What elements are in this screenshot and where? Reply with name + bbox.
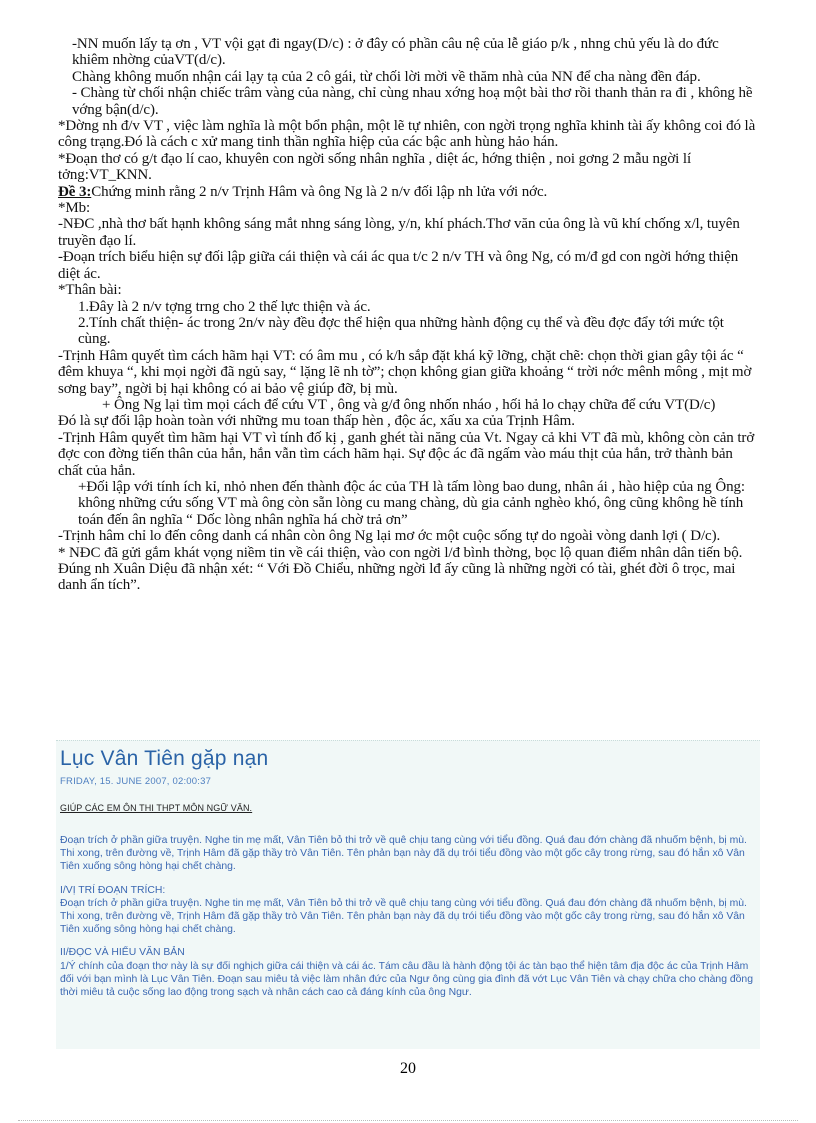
page-number: 20 (400, 1060, 416, 1077)
blog-date: FRIDAY, 15. JUNE 2007, 02:00:37 (60, 776, 212, 787)
paragraph: + Ông Ng lại tìm mọi cách để cứu VT , ông và g/đ ông nhốn nháo , hối hả lo chạy chữa để cứu VT(D/c) (102, 396, 716, 413)
paragraph: 2.Tính chất thiện- ác trong 2n/v này đều đợc thể hiện qua những hành động cụ thể và đều đợc đẩy tới mức tột cùng. (78, 314, 724, 348)
section-heading: I/VỊ TRÍ ĐOẠN TRÍCH: (60, 884, 166, 896)
paragraph: * NĐC đã gửi gắm khát vọng niềm tin về cái thiện, vào con ngời l/đ bình thờng, bọc lộ quan điểm nhân dân tiến bộ. Đúng nh Xuân Diệu đã nhận xét: “ Với Đồ Chiểu, những ngời lđ ấy cũng là những ngời có tài, ghét đời ô trọc, mai danh ẩn tích”. (58, 544, 743, 594)
page-bottom-divider (18, 1120, 798, 1121)
paragraph: -NĐC ,nhà thơ bất hạnh không sáng mắt nhng sáng lòng, y/n, khí phách.Thơ văn của ông là vũ khí chống x/l, tuyên truyền đạo lí. (58, 216, 740, 249)
paragraph: -Trịnh hâm chỉ lo đến công danh cá nhân còn ông Ng lại mơ ớc một cuộc sống tự do ngoài vòng danh lợi ( D/c). (58, 528, 721, 545)
exercise-heading (58, 184, 758, 200)
section-heading: II/ĐỌC VÀ HIỂU VĂN BẢN (60, 947, 185, 959)
blog-title[interactable]: Lục Vân Tiên gặp nạn (60, 747, 269, 770)
paragraph: *Mb: (58, 200, 91, 217)
blog-excerpt (56, 740, 760, 1049)
paragraph: *Thân bài: (58, 282, 122, 299)
paragraph: *Dờng nh đ/v VT , việc làm nghĩa là một bổn phận, một lẽ tự nhiên, con ngời trọng nghĩa khinh tài ấy không coi đó là công trạng.Đó là cách c xử mang tinh thần nghĩa hiệp của các bậc anh hùng hảo hán. (58, 118, 756, 151)
paragraph: -Trịnh Hâm quyết tìm cách hãm hại VT: có âm mu , có k/h sắp đặt khá kỹ lỡng, chặt chẽ: chọn thời gian gây tội ác “ đêm khuya “, khi mọi ngời đã ngủ say, “ lặng lẽ nh tờ”; chọn không gian giữa khoảng “ trời nớc mênh mông , mịt mờ sơng bay”, ngời bị hại không có ai bảo vệ giúp đỡ, bị mù. (58, 347, 752, 397)
blog-body (60, 834, 756, 1009)
paragraph: *Đoạn thơ có g/t đạo lí cao, khuyên con ngời sống nhân nghĩa , diệt ác, hớng thiện , noi gơng 2 mẫu ngời lí tởng:VT_KNN. (58, 150, 692, 184)
paragraph: -Trịnh Hâm quyết tìm hãm hại VT vì tính đố kị , ganh ghét tài năng của Vt. Ngay cả khi VT đã mù, không còn cản trở đợc con đờng tiến thân của hắn, hắn vẫn tìm cách hãm hại. Sự độc ác đã ngấm vào máu thịt của hắn, trở thành bản chất của hắn. (58, 429, 755, 479)
paragraph: 1.Đây là 2 n/v tợng trng cho 2 thế lực thiện và ác. (78, 298, 371, 315)
paragraph: Chàng không muốn nhận cái lạy tạ của 2 cô gái, từ chối lời mời về thăm nhà của NN để cha nàng đền đáp. (72, 68, 701, 85)
paragraph: -Đoạn trích biểu hiện sự đối lập giữa cái thiện và cái ác qua t/c 2 n/v TH và ông Ng, có m/đ gd con ngời hớng thiện diệt ác. (58, 249, 739, 282)
essay-text (58, 36, 758, 594)
paragraph: Đó là sự đối lập hoàn toàn với những mu toan thấp hèn , độc ác, xấu xa của Trịnh Hâm. (58, 413, 575, 430)
exercise-label: Đề 3: (58, 183, 92, 200)
paragraph: +Đối lập với tính ích kỉ, nhỏ nhen đến thành độc ác của TH là tấm lòng bao dung, nhân ái , hào hiệp của ng Ông: không những cứu sống VT mà ông còn sẵn lòng cu mang chàng, dù gia cảnh nghèo khó, ông cũng không hề tính toán đến ân nghĩa “ Dốc lòng nhân nghĩa há chờ trả ơn” (78, 478, 745, 528)
paragraph: - Chàng từ chối nhận chiếc trâm vàng của nàng, chỉ cùng nhau xớng hoạ một bài thơ rồi thanh thản ra đi , không hề vớng bận(d/c). (72, 85, 753, 118)
section-text: Đoạn trích ở phần giữa truyện. Nghe tin mẹ mất, Vân Tiên bỏ thi trở về quê chịu tang cùng với tiểu đồng. Quá đau đớn chàng đã nhuốm bệnh, bị mù. Thi xong, trên đường về, Trịnh Hâm đã gặp thầy trò Vân Tiên. Tên phản bạn này đã dụ trói tiểu đồng vào một gốc cây trong rừng, sau đó hắn xô Vân Tiên xuống sông hòng hại chết chàng. (60, 897, 747, 936)
paragraph: -NN muốn lấy tạ ơn , VT vội gạt đi ngay(D/c) : ở đây có phần câu nệ của lễ giáo p/k , nhng chủ yếu là do đức khiêm nhờng củaVT(d/c). (72, 36, 719, 69)
section-text: 1/Ý chính của đoạn thơ này là sự đối nghịch giữa cái thiện và cái ác. Tám câu đầu là hành động tội ác tàn bạo thể hiện tâm địa độc ác của Trịnh Hâm đối với bạn mình là Lục Vân Tiên. Đoạn sau miêu tả việc làm nhân đức của Ngư ông cùng gia đình đã vớt Lục Vân Tiên và chạy chữa cho chàng đồng thời miêu tả cuộc sống lao động trong sạch và nhân cách cao cả đáng kính của ông Ngư. (60, 960, 753, 999)
exercise-prompt: Chứng minh rằng 2 n/v Trịnh Hâm và ông Ng là 2 n/v đối lập nh lửa với nớc. (91, 183, 548, 200)
blog-intro: Đoạn trích ở phần giữa truyện. Nghe tin mẹ mất, Vân Tiên bỏ thi trở về quê chịu tang cùng với tiểu đồng. Quá đau đớn chàng đã nhuốm bệnh, bị mù. Thi xong, trên đường về, Trịnh Hâm đã gặp thầy trò Vân Tiên. Tên phản bạn này đã dụ trói tiểu đồng vào một gốc cây trong rừng, sau đó hắn xô Vân Tiên xuống sông hòng hại chết chàng. (60, 835, 747, 873)
blog-subtitle-link[interactable]: GIÚP CÁC EM ÔN THI THPT MÔN NGỮ VĂN. (60, 803, 253, 813)
